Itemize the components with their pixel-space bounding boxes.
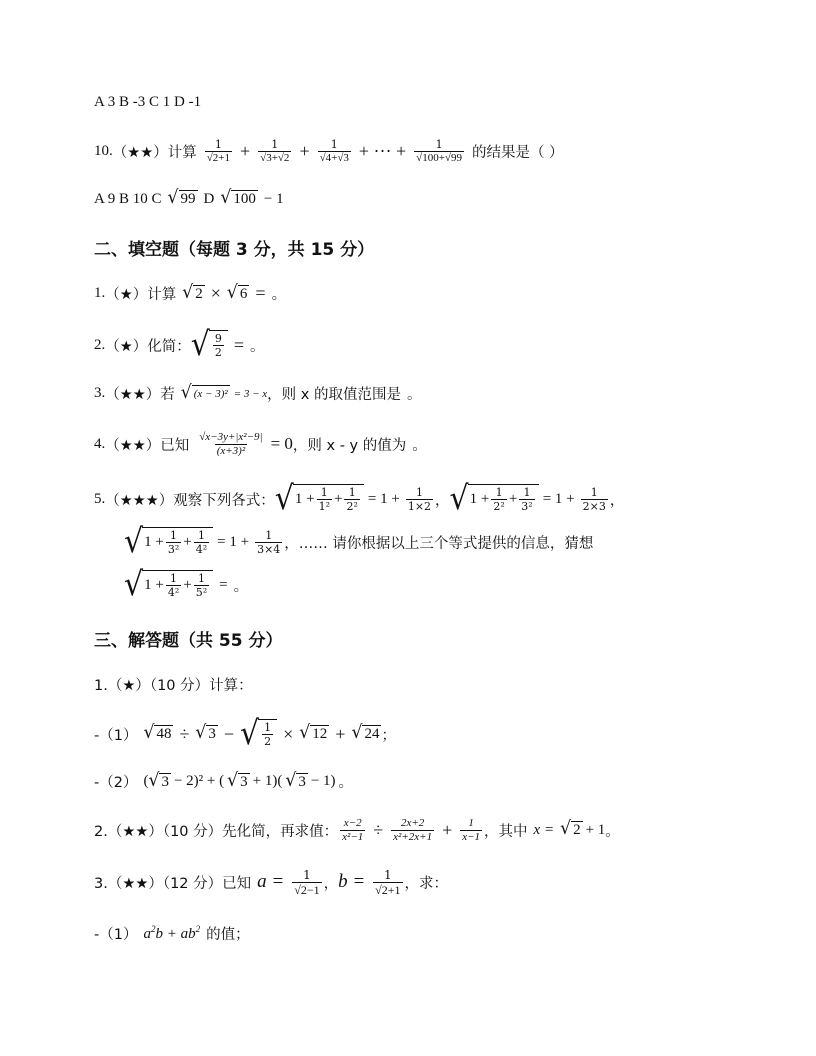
sqrt: √ (x − 3)² — [180, 382, 228, 404]
fill-question-3: 3. （★★） 若 √ (x − 3)² = 3 − x ，则 x 的取值范围是 。 — [94, 382, 422, 404]
sqrt: √ 2 — [560, 818, 581, 840]
fill-question-5-line-2: √ 1 + $\frac{1}{\text{3²}}$ + $\frac{1}{\text{4²}}$ = 1 + $\frac{1}{3\times 4}$ ，…… 请你根据以上三个等式提供的信息，猜想 — [124, 522, 594, 561]
sqrt: √ 24 — [351, 722, 380, 744]
solve-question-1-part-1: -（1） √ 48 ÷ √ 3 − √ $\frac{1}{2}$ × √ 12 + √ 24 ； — [94, 714, 396, 753]
sqrt: √ 3 — [195, 722, 216, 744]
sqrt: √ 1 + $\frac{1}{\text{4²}}$ + $\frac{1}{\text{5²}}$ — [124, 570, 213, 600]
sqrt: √ 2 — [182, 281, 203, 303]
sqrt: √ 3 — [148, 769, 169, 791]
sqrt: √ 6 — [226, 281, 248, 303]
sqrt: √ 99 — [167, 187, 196, 209]
fraction: $\frac{1}{√2+1}$ — [206, 137, 230, 164]
sqrt: √ 1 + $\frac{1}{\text{2²}}$ + $\frac{1}{\text{3²}}$ — [450, 484, 539, 514]
solve-question-3-part-1: -（1） $a^2b + ab^2$ 的值； — [94, 924, 250, 943]
fraction: $\frac{\text{√x−3y+|x²−9|}}{\text{(x+3)²}}$ — [199, 430, 263, 457]
sqrt: √ 48 — [143, 722, 172, 744]
solve-question-1: 1.（★）（10 分）计算： — [94, 678, 253, 694]
sqrt: √ $\frac{1}{2}$ — [240, 719, 277, 749]
fill-question-5: 5. （★★★） 观察下列各式： √ 1 + $\frac{1}{\text{1²}}$ + $\frac{1}{\text{2²}}$ = 1 + $\frac{1}{1\times 2}$ ， √ 1 + $\frac{1}{\text{2²}}$ + $\frac{1}{\text{3²}}$ = 1 + $\frac{1}{2\times 3}$ ， — [94, 479, 625, 518]
fill-question-1: 1. （★） 计算 √ 2 × √ 6 = 。 — [94, 281, 287, 303]
fraction: $\frac{1}{√4+√3}$ — [319, 137, 349, 164]
fraction: $\frac{1}{√100+√99}$ — [416, 137, 462, 164]
sqrt: √ 100 — [220, 187, 256, 209]
question-10: 10. （★★） 计算 $\frac{1}{√2+1}$ + $\frac{1}{√3+√2}$ + $\frac{1}{√4+√3}$ + ··· + $\frac{1}{√100+√99}$ 的结果是（ ） — [94, 137, 564, 164]
q10-options: A 9 B 10 C √ 99 D √ 100 − 1 — [94, 187, 284, 209]
solve-question-2: 2.（★★）（10 分）先化简，再求值： $\frac{x-2}{\text{x²−1}}$ ÷ $\frac{2x+2}{\text{x²+2x+1}}$ + $\frac{1}{x-1}$ ，其中 x = √ 2 + 1 。 — [94, 816, 620, 843]
fill-question-4: 4. （★★） 已知 $\frac{\text{√x−3y+|x²−9|}}{\text{(x+3)²}}$ = 0 ，则 x - y 的值为 。 — [94, 430, 427, 457]
fill-question-5-line-3: √ 1 + $\frac{1}{\text{4²}}$ + $\frac{1}{\text{5²}}$ = 。 — [124, 565, 249, 604]
sqrt: √ $\frac{9}{2}$ — [191, 330, 228, 360]
fill-question-2: 2. （★） 化简： √ $\frac{9}{2}$ = 。 — [94, 325, 265, 364]
sqrt: √ 3 — [227, 769, 248, 791]
sqrt: √ 1 + $\frac{1}{\text{3²}}$ + $\frac{1}{\text{4²}}$ — [124, 527, 213, 557]
q9-options: A 3 B -3 C 1 D -1 — [94, 94, 202, 110]
solve-question-3: 3.（★★）（12 分）已知 a = $\frac{1}{√2-1}$ ， b = $\frac{1}{√2+1}$ ，求： — [94, 867, 449, 897]
solve-question-1-part-2: -（2） ( √ 3 − 2)² + ( √ 3 + 1)( √ 3 − 1) 。 — [94, 769, 354, 791]
section-title-solve: 三、解答题（共 55 分） — [94, 631, 283, 651]
sqrt: √ 1 + $\frac{1}{\text{1²}}$ + $\frac{1}{\text{2²}}$ — [275, 484, 364, 514]
sqrt: √ 3 — [285, 769, 306, 791]
sqrt: √ 12 — [299, 722, 328, 744]
fraction: $\frac{1}{√3+√2}$ — [260, 137, 290, 164]
section-title-fill-in: 二、填空题（每题 3 分，共 15 分） — [94, 240, 375, 260]
expression: $a^2b + ab^2$ — [143, 924, 201, 942]
